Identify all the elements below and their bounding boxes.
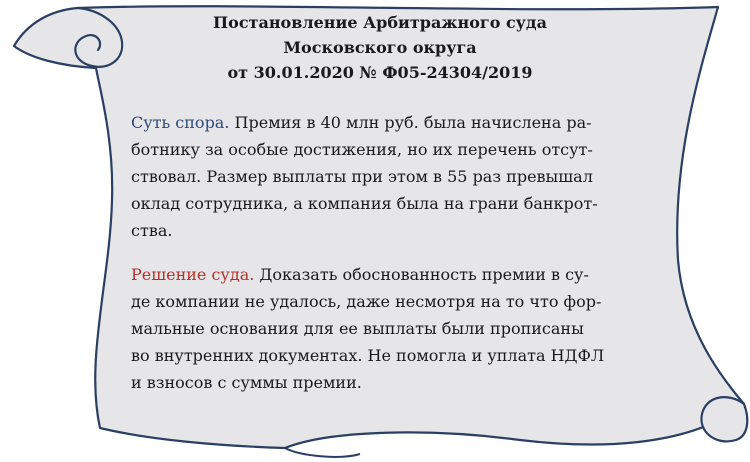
- dispute-line-3: ствовал. Размер выплаты при этом в 55 раз превышал: [131, 167, 593, 186]
- decision-lead: Решение суда.: [131, 265, 255, 284]
- decision-line-5: и взносов с суммы премии.: [131, 373, 362, 392]
- dispute-line-4: оклад сотрудника, а компания была на грани банкрот-: [131, 194, 598, 213]
- decision-paragraph: [131, 261, 625, 396]
- decision-line-1-text: Доказать обоснованность премии в су-: [254, 265, 589, 284]
- scroll-fold-bottom: [285, 448, 360, 457]
- dispute-paragraph: [131, 109, 625, 244]
- dispute-line-2: ботнику за особые достижения, но их перечень отсут-: [131, 140, 593, 159]
- document-title: [120, 10, 640, 85]
- decision-line-4: во внутренних документах. Не помогла и уплата НДФЛ: [131, 346, 605, 365]
- title-line-2: Московского округа: [283, 38, 477, 57]
- dispute-lead: Суть спора.: [131, 113, 230, 132]
- decision-line-1: [131, 261, 625, 288]
- title-line-3: от 30.01.2020 № Ф05-24304/2019: [227, 63, 533, 82]
- dispute-line-1-text: Премия в 40 млн руб. была начислена ра-: [229, 113, 592, 132]
- decision-line-2: де компании не удалось, даже несмотря на то что фор-: [131, 292, 602, 311]
- title-line-1: Постановление Арбитражного суда: [213, 13, 547, 32]
- dispute-line-5: ства.: [131, 221, 173, 240]
- decision-line-3: мальные основания для ее выплаты были прописаны: [131, 319, 584, 338]
- scroll-curl-bottom: [701, 397, 747, 441]
- dispute-line-1: [131, 109, 625, 136]
